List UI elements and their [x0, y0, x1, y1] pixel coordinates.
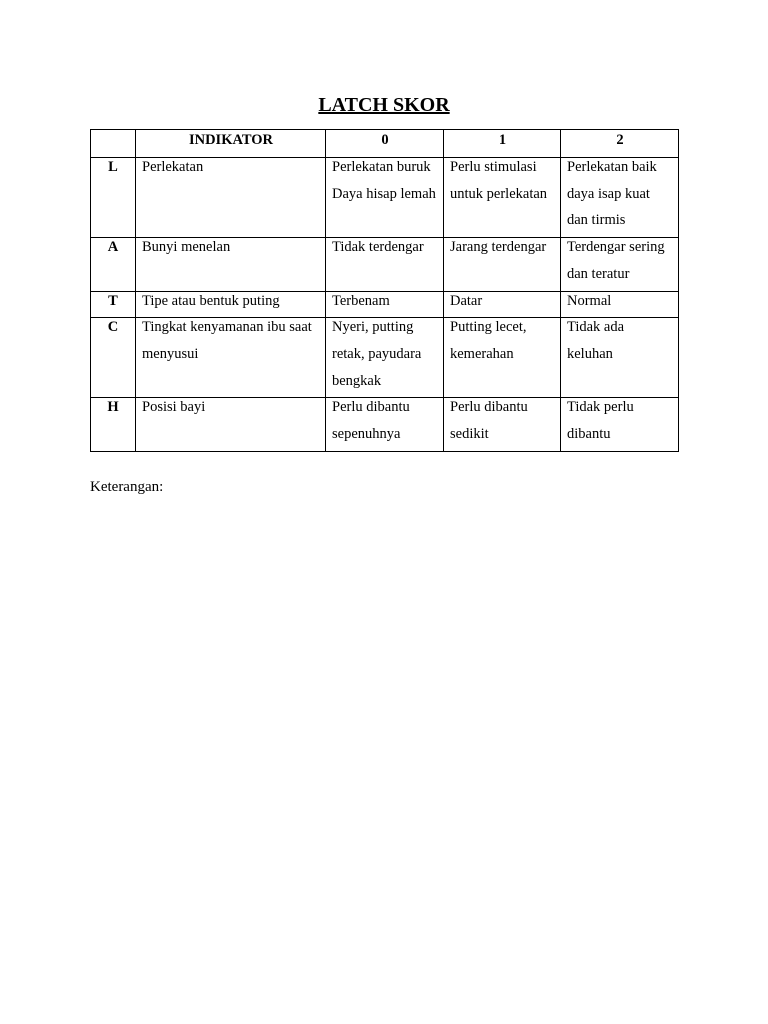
row-score-0: Terbenam — [326, 291, 444, 318]
row-score-1: Datar — [444, 291, 561, 318]
row-score-1: Putting lecet, kemerahan — [444, 318, 561, 398]
table-row — [91, 238, 679, 291]
row-code: H — [91, 398, 136, 451]
latch-score-table — [90, 129, 679, 452]
table-row — [91, 158, 679, 238]
header-score-2: 2 — [561, 130, 679, 158]
row-indicator: Posisi bayi — [136, 398, 326, 451]
row-score-2: Tidak ada keluhan — [561, 318, 679, 398]
row-score-1: Jarang terdengar — [444, 238, 561, 291]
header-score-1: 1 — [444, 130, 561, 158]
row-indicator: Tipe atau bentuk puting — [136, 291, 326, 318]
row-code: C — [91, 318, 136, 398]
row-score-2: Normal — [561, 291, 679, 318]
page-title: LATCH SKOR — [318, 94, 450, 116]
row-score-0: Nyeri, putting retak, payudara bengkak — [326, 318, 444, 398]
row-score-2: Tidak perlu dibantu — [561, 398, 679, 451]
row-score-0: Perlekatan buruk Daya hisap lemah — [326, 158, 444, 238]
row-score-1: Perlu stimulasi untuk perlekatan — [444, 158, 561, 238]
table-row — [91, 318, 679, 398]
row-score-2: Perlekatan baik daya isap kuat dan tirmis — [561, 158, 679, 238]
row-score-1: Perlu dibantu sedikit — [444, 398, 561, 451]
row-indicator: Perlekatan — [136, 158, 326, 238]
row-indicator: Bunyi menelan — [136, 238, 326, 291]
header-score-0: 0 — [326, 130, 444, 158]
header-indikator: INDIKATOR — [136, 130, 326, 158]
row-score-2: Terdengar sering dan teratur — [561, 238, 679, 291]
row-indicator: Tingkat kenyamanan ibu saat menyusui — [136, 318, 326, 398]
row-code: T — [91, 291, 136, 318]
table-row — [91, 398, 679, 451]
row-score-0: Perlu dibantu sepenuhnya — [326, 398, 444, 451]
keterangan-label: Keterangan: — [90, 479, 164, 495]
row-score-0: Tidak terdengar — [326, 238, 444, 291]
row-code: L — [91, 158, 136, 238]
row-code: A — [91, 238, 136, 291]
